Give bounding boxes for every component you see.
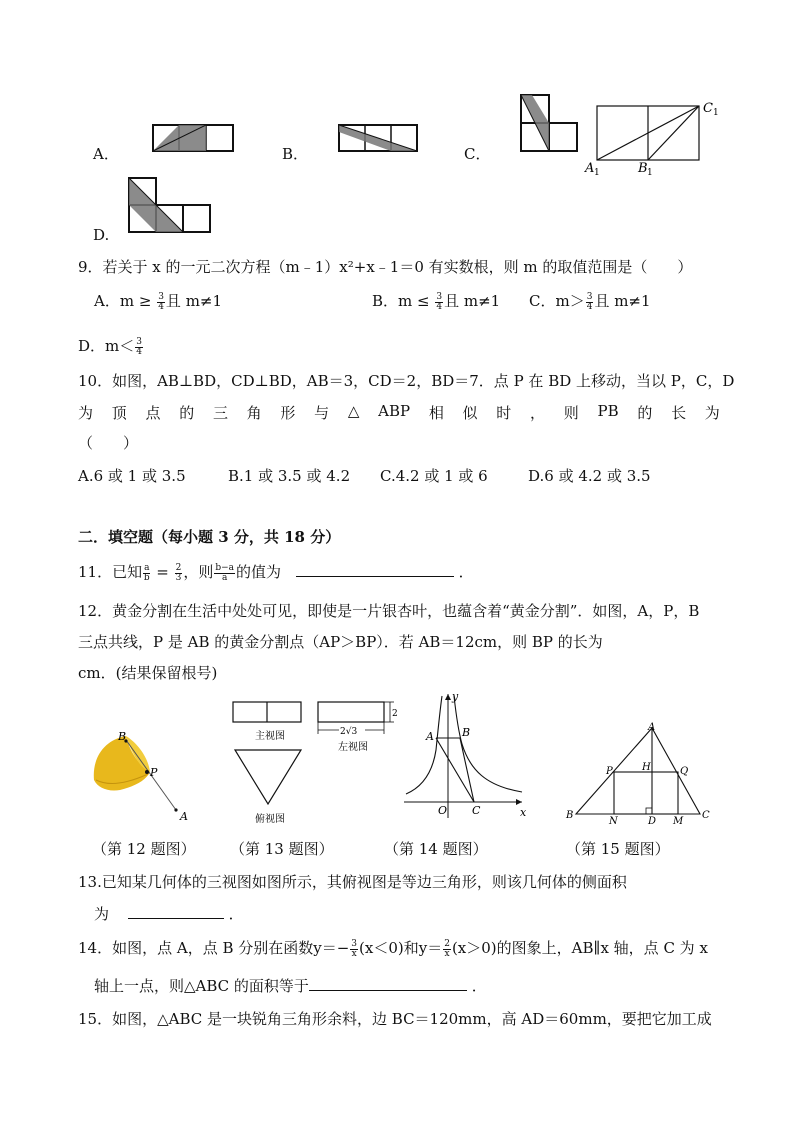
q8-option-a-label: A． bbox=[93, 145, 119, 163]
svg-text:俯视图: 俯视图 bbox=[255, 814, 285, 825]
svg-text:C: C bbox=[702, 810, 710, 821]
q8-option-d-figure bbox=[128, 177, 212, 233]
q13-answer-blank[interactable] bbox=[128, 918, 224, 919]
svg-text:2√3: 2√3 bbox=[340, 727, 358, 737]
svg-text:1: 1 bbox=[647, 168, 653, 178]
svg-text:D: D bbox=[648, 816, 657, 827]
q9-option-d: D．m＜ $\frac{3}{4}$ bbox=[78, 336, 142, 357]
svg-text:M: M bbox=[673, 816, 684, 827]
svg-text:B: B bbox=[566, 810, 574, 821]
svg-text:x: x bbox=[520, 806, 527, 819]
section2-title: 二．填空题（每小题 3 分，共 18 分） bbox=[78, 528, 341, 546]
svg-text:B: B bbox=[118, 730, 127, 743]
q9-stem: 9．若关于 x 的一元二次方程（m﹣1）x²+x﹣1＝0 有实数根，则 m 的取值范围是（ ） bbox=[78, 258, 693, 276]
q8-option-b-label: B． bbox=[282, 145, 309, 163]
q14-line2: 轴上一点，则△ABC 的面积等于 ． bbox=[94, 977, 487, 995]
q14-line1: 14．如图，点 A，点 B 分别在函数y＝− $\frac{3}{x}$ (x＜0)和y＝ $\frac{2}{x}$ (x＞0)的图象上，AB∥x 轴，点 C 为 x bbox=[78, 938, 708, 959]
q11: 11．已知 $\frac{a}{b}$ = $\frac{2}{3}$ ，则 $\frac{b-a}{a}$ 的值为 ． bbox=[78, 562, 474, 583]
q11-answer-blank[interactable] bbox=[296, 576, 454, 577]
q8-option-c-figure bbox=[520, 94, 580, 152]
q13-line2: 为 ． bbox=[94, 905, 244, 923]
q9-option-c: C．m＞ $\frac{3}{4}$ 且 m≠1 bbox=[529, 291, 651, 312]
q8-prism-figure bbox=[583, 98, 723, 178]
q10-line3: （ ） bbox=[78, 434, 139, 452]
q9-option-b: B．m ≤ $\frac{3}{4}$ 且 m≠1 bbox=[372, 291, 501, 312]
fig14-function-graph bbox=[400, 690, 530, 820]
q12-line3: cm．(结果保留根号) bbox=[78, 664, 218, 682]
q10-option-d: D.6 或 4.2 或 3.5 bbox=[528, 467, 651, 485]
svg-text:2: 2 bbox=[392, 709, 398, 719]
q8-option-a-figure bbox=[152, 124, 234, 152]
svg-text:1: 1 bbox=[594, 168, 600, 178]
svg-text:A: A bbox=[648, 722, 656, 733]
q13-line1: 13.已知某几何体的三视图如图所示，其俯视图是等边三角形，则该几何体的侧面积 bbox=[78, 873, 627, 891]
svg-text:P: P bbox=[150, 766, 158, 779]
q14-answer-blank[interactable] bbox=[309, 990, 467, 991]
svg-text:A: A bbox=[180, 810, 188, 823]
q10-option-a: A.6 或 1 或 3.5 bbox=[78, 467, 186, 485]
svg-text:N: N bbox=[609, 816, 618, 827]
q10-option-c: C.4.2 或 1 或 6 bbox=[380, 467, 488, 485]
q10-line2: 为 顶 点 的 三 角 形 与 △ ABP 相 似 时 ， 则 PB 的 长 为 bbox=[78, 402, 720, 422]
svg-text:左视图: 左视图 bbox=[338, 742, 368, 753]
q12-line1: 12．黄金分割在生活中处处可见，即使是一片银杏叶，也蕴含着“黄金分割”．如图，A，P，B bbox=[78, 602, 700, 620]
svg-text:Q: Q bbox=[680, 766, 689, 777]
fig14-caption: （第 14 题图） bbox=[384, 840, 488, 858]
svg-text:1: 1 bbox=[713, 108, 719, 118]
q8-option-d-label: D. bbox=[93, 226, 110, 244]
fig15-caption: （第 15 题图） bbox=[566, 840, 670, 858]
fig15-triangle-figure bbox=[562, 718, 712, 827]
label-a1: A bbox=[585, 161, 595, 176]
label-c1: C bbox=[703, 101, 713, 116]
fig12-caption: （第 12 题图） bbox=[92, 840, 196, 858]
svg-text:P: P bbox=[606, 766, 613, 777]
svg-text:y: y bbox=[452, 690, 459, 703]
svg-text:A: A bbox=[426, 730, 434, 743]
svg-text:O: O bbox=[438, 804, 448, 817]
q8-option-c-label: C． bbox=[464, 145, 491, 163]
fig13-caption: （第 13 题图） bbox=[230, 840, 334, 858]
q10-line1: 10．如图，AB⊥BD，CD⊥BD，AB＝3，CD＝2，BD＝7．点 P 在 BD 上移动，当以 P，C，D bbox=[78, 372, 735, 390]
label-b1: B bbox=[638, 161, 648, 176]
q10-option-b: B.1 或 3.5 或 4.2 bbox=[228, 467, 351, 485]
svg-text:C: C bbox=[472, 804, 481, 817]
fig13-three-views bbox=[228, 698, 408, 828]
svg-text:B: B bbox=[462, 726, 471, 739]
q15-line1: 15．如图，△ABC 是一块锐角三角形余料，边 BC＝120mm，高 AD＝60mm，要把它加工成 bbox=[78, 1010, 712, 1028]
q12-line2: 三点共线，P 是 AB 的黄金分割点（AP＞BP）．若 AB＝12cm，则 BP 的长为 bbox=[78, 633, 603, 651]
svg-text:H: H bbox=[642, 762, 651, 773]
q9-option-a: A．m ≥ $\frac{3}{4}$ 且 m≠1 bbox=[94, 291, 223, 312]
q8-option-b-figure bbox=[338, 124, 418, 152]
svg-text:主视图: 主视图 bbox=[255, 731, 285, 742]
fig12-ginkgo-leaf bbox=[90, 728, 200, 828]
